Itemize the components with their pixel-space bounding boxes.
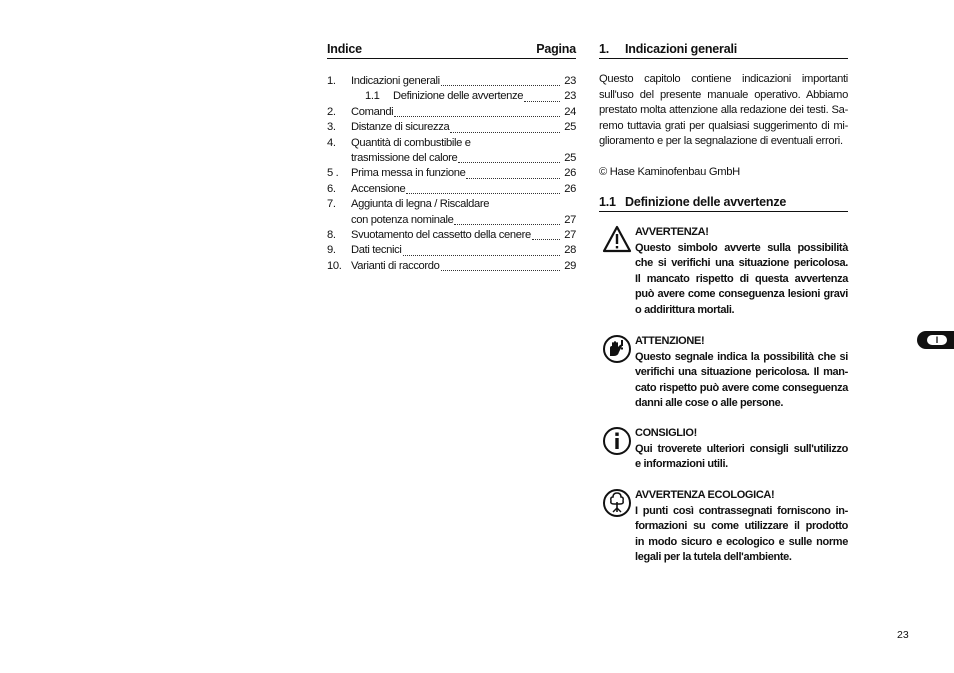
toc-entry-page: 25 <box>564 152 576 165</box>
toc-entry-number: 3. <box>327 121 336 134</box>
toc-header <box>327 41 576 59</box>
toc-entry[interactable] <box>327 243 576 258</box>
paragraph-line: prestato molta attenzione alla redazione dei testi. Sa- <box>599 104 848 117</box>
toc-list <box>327 74 576 274</box>
toc-entry-number: 5 . <box>327 167 339 180</box>
toc-entry-title: trasmissione del calore <box>351 152 458 165</box>
toc-entry[interactable] <box>327 182 576 197</box>
language-tab[interactable] <box>917 331 954 349</box>
subsection-heading <box>599 194 848 212</box>
toc-entry-number: 2. <box>327 105 336 118</box>
notice-line: Qui troverete ulteriori consigli sull'utilizzo <box>635 442 848 455</box>
info-icon <box>602 426 632 456</box>
notice-line: può avere come conseguenza lesioni gravi <box>635 288 848 301</box>
toc-entry-number: 1.1 <box>365 90 380 103</box>
toc-leader-dots <box>403 255 560 256</box>
toc-entry-page: 27 <box>564 213 576 226</box>
toc-leader-dots <box>406 193 560 194</box>
toc-entry-number: 10. <box>327 259 342 272</box>
toc-entry-title: Distanze di sicurezza <box>351 121 450 134</box>
intro-paragraph <box>599 72 848 150</box>
section-title: Definizione delle avvertenze <box>625 194 787 209</box>
notice-line: Il mancato rispetto di questa avvertenza <box>635 272 848 285</box>
notice-line: in modo sicuro e ecologico e sulle norme <box>635 535 848 548</box>
toc-entry-page: 28 <box>564 244 576 257</box>
toc-entry[interactable] <box>327 105 576 120</box>
tip-notice <box>599 426 848 471</box>
tree-eco-icon <box>602 488 632 518</box>
notice-title: CONSIGLIO! <box>635 427 697 439</box>
toc-entry[interactable] <box>327 120 576 135</box>
toc-entry-number: 4. <box>327 136 336 149</box>
toc-leader-dots <box>394 116 560 117</box>
toc-entry[interactable] <box>327 228 576 243</box>
toc-entry-title: Quantità di combustibile e <box>351 136 471 149</box>
language-tab-label: I <box>927 335 947 345</box>
section-number: 1.1 <box>599 194 616 209</box>
toc-entry-title: con potenza nominale <box>351 213 454 226</box>
toc-entry-number: 8. <box>327 229 336 242</box>
section-title: Indicazioni generali <box>625 42 737 56</box>
toc-entry-page: 23 <box>564 90 576 103</box>
toc-heading: Indice <box>327 42 362 56</box>
toc-entry-title: Prima messa in funzione <box>351 167 466 180</box>
notice-line: Questo segnale indica la possibilità che si <box>635 350 848 363</box>
hand-caution-icon <box>602 334 632 364</box>
paragraph-line: sull'uso del presente manuale operativo. Abbiamo <box>599 88 848 101</box>
toc-entry-page: 23 <box>564 75 576 87</box>
paragraph-line: Questo capitolo contiene indicazioni importanti <box>599 73 848 85</box>
table-of-contents <box>327 41 576 274</box>
toc-entry-continuation[interactable] <box>327 151 576 166</box>
toc-leader-dots <box>524 101 560 102</box>
toc-entry-page: 26 <box>564 182 576 195</box>
toc-entry-page: 29 <box>564 259 576 272</box>
toc-entry-number: 1. <box>327 75 336 87</box>
toc-entry[interactable] <box>327 197 576 212</box>
toc-entry-page: 25 <box>564 121 576 134</box>
warning-notice <box>599 225 848 315</box>
toc-entry-title: Comandi <box>351 105 394 118</box>
section-number: 1. <box>599 42 610 56</box>
paragraph-line: remo tuttavia grati per qualsiasi suggerimento di mi- <box>599 119 848 132</box>
content-column <box>599 41 848 564</box>
toc-entry-continuation[interactable] <box>327 213 576 228</box>
notice-line: e informazioni utili. <box>635 458 728 471</box>
toc-leader-dots <box>532 239 560 240</box>
toc-entry[interactable] <box>327 166 576 181</box>
notice-line: che si verifichi una situazione pericolosa. <box>635 257 848 270</box>
notice-line: verifichi una situazione pericolosa. Il man- <box>635 366 848 379</box>
notice-line: cato rispetto può avere come conseguenza <box>635 381 848 394</box>
toc-entry-title: Dati tecnici <box>351 244 402 257</box>
eco-notice <box>599 488 848 563</box>
toc-leader-dots <box>450 132 560 133</box>
toc-leader-dots <box>466 178 560 179</box>
toc-entry-title: Indicazioni generali <box>351 75 440 87</box>
paragraph-line: glioramento e per la segnalazione di eventuali errori. <box>599 135 843 148</box>
copyright-notice: © Hase Kaminofenbau GmbH <box>599 165 740 178</box>
toc-page-heading: Pagina <box>536 42 576 56</box>
toc-entry-title: Svuotamento del cassetto della cenere <box>351 229 531 242</box>
toc-entry-number: 6. <box>327 182 336 195</box>
toc-entry[interactable] <box>327 89 576 104</box>
toc-entry[interactable] <box>327 259 576 274</box>
notice-line: legali per la tutela dell'ambiente. <box>635 551 792 564</box>
toc-entry-page: 26 <box>564 167 576 180</box>
notice-title: ATTENZIONE! <box>635 335 705 347</box>
warning-triangle-icon <box>602 225 632 255</box>
notice-title: AVVERTENZA ECOLOGICA! <box>635 489 775 501</box>
toc-leader-dots <box>441 85 560 86</box>
notice-title: AVVERTENZA! <box>635 226 709 238</box>
toc-leader-dots <box>441 270 560 271</box>
notice-line: danni alle cose o alle persone. <box>635 397 784 410</box>
caution-notice <box>599 334 848 409</box>
notice-line: formazioni su come utilizzare il prodotto <box>635 520 848 533</box>
toc-entry-number: 7. <box>327 198 336 211</box>
notice-line: o addirittura mortali. <box>635 303 735 316</box>
toc-entry-number: 9. <box>327 244 336 257</box>
notice-line: I punti così contrassegnati forniscono in- <box>635 504 848 517</box>
toc-entry-title: Aggiunta di legna / Riscaldare <box>351 198 490 211</box>
toc-leader-dots <box>454 224 560 225</box>
toc-entry-page: 24 <box>564 105 576 118</box>
toc-leader-dots <box>458 162 560 163</box>
toc-entry-title: Accensione <box>351 182 406 195</box>
toc-entry[interactable] <box>327 136 576 151</box>
toc-entry-title: Definizione delle avvertenze <box>393 90 524 103</box>
notice-line: Questo simbolo avverte sulla possibilità <box>635 241 848 254</box>
section-heading <box>599 41 848 59</box>
toc-entry[interactable] <box>327 74 576 89</box>
toc-entry-page: 27 <box>564 229 576 242</box>
toc-entry-title: Varianti di raccordo <box>351 259 440 272</box>
page-number: 23 <box>897 629 909 641</box>
